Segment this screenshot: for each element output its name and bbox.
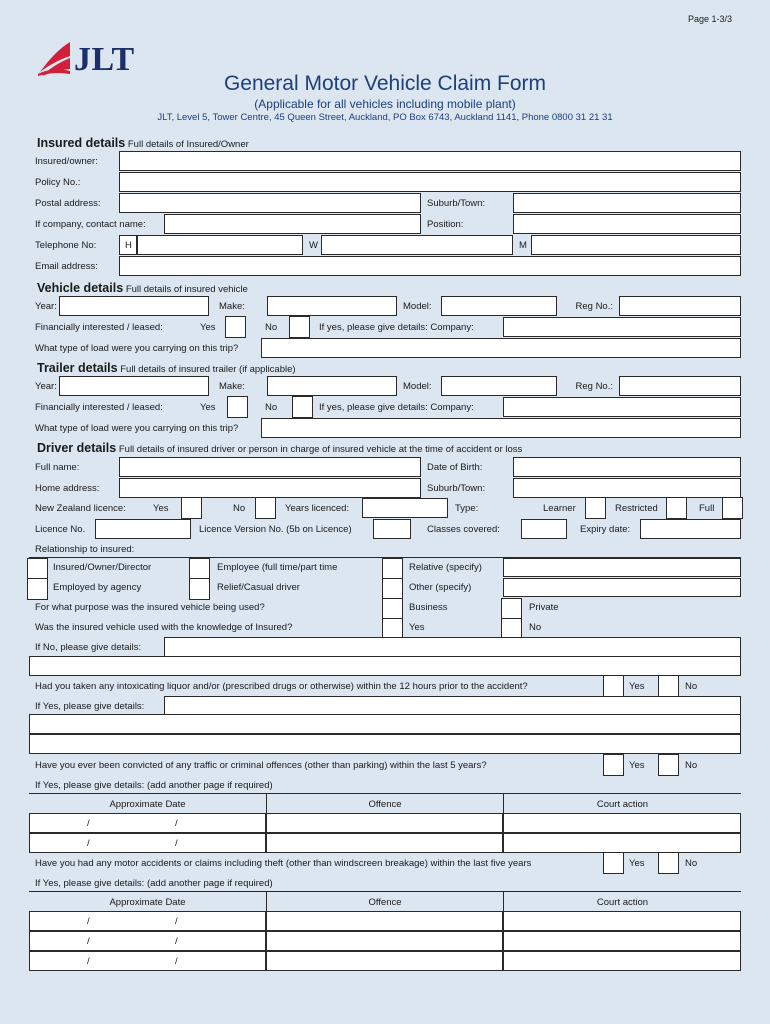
offence-date-1-slash-b: / xyxy=(175,817,178,829)
page-number: Page 1-3/3 xyxy=(687,14,732,24)
learner-checkbox[interactable] xyxy=(585,497,606,519)
if-yes-field-2[interactable] xyxy=(29,714,741,734)
policy-field[interactable] xyxy=(119,172,741,192)
driver-name-field[interactable] xyxy=(119,457,421,477)
form-title: General Motor Vehicle Claim Form xyxy=(223,72,547,95)
offences-header-row xyxy=(29,794,741,814)
vehicle-reg-field[interactable] xyxy=(619,296,741,316)
accidents-row-1 xyxy=(29,911,741,931)
accident-desc-2[interactable] xyxy=(266,931,503,951)
knowledge-label: Was the insured vehicle used with the knowledge of Insured? xyxy=(35,622,293,633)
purpose-label: For what purpose was the insured vehicle being used? xyxy=(35,602,265,613)
accidents-row xyxy=(29,853,741,873)
licence-no-row xyxy=(29,519,741,539)
accident-desc-1[interactable] xyxy=(266,911,503,931)
version-label: Licence Version No. (5b on Licence) xyxy=(199,523,352,535)
vehicle-year-field[interactable] xyxy=(59,296,209,316)
form-subtitle: (Applicable for all vehicles including mobile plant) xyxy=(254,97,516,111)
trailer-reg-label: Reg No.: xyxy=(575,380,613,392)
driver-dob-label: Date of Birth: xyxy=(427,461,483,473)
vehicle-heading: Vehicle details xyxy=(37,281,124,295)
accidents-yes-checkbox[interactable] xyxy=(603,852,624,874)
vehicle-model-field[interactable] xyxy=(441,296,557,316)
licence-row xyxy=(29,498,741,518)
vehicle-make-label: Make: xyxy=(219,300,245,312)
accidents-header-row xyxy=(29,892,741,912)
rel-other-label: Other (specify) xyxy=(409,582,472,593)
offence-desc-1[interactable] xyxy=(266,813,503,833)
contact-row xyxy=(29,214,741,234)
driver-suburb-label: Suburb/Town: xyxy=(427,482,486,494)
rel-owner-label: Insured/Owner/Director xyxy=(53,562,152,573)
offences-col-court: Court action xyxy=(503,794,741,814)
telephone-h-field[interactable] xyxy=(137,235,303,255)
policy-row xyxy=(29,172,741,192)
if-yes-row-2 xyxy=(29,714,741,734)
vehicle-model-label: Model: xyxy=(403,300,432,312)
private-label: Private xyxy=(529,602,559,613)
trailer-financial-label: Financially interested / leased: xyxy=(35,401,163,413)
accident-court-1[interactable] xyxy=(503,911,741,931)
relationship-row-2 xyxy=(29,578,741,597)
if-yes-field-3[interactable] xyxy=(29,734,741,754)
version-field[interactable] xyxy=(373,519,411,539)
rel-relative-field[interactable] xyxy=(503,558,741,577)
years-field[interactable] xyxy=(362,498,448,518)
postal-suburb-field[interactable] xyxy=(513,193,741,213)
accident-date-2[interactable] xyxy=(29,931,266,951)
vehicle-company-field[interactable] xyxy=(503,317,741,337)
postal-suburb-label: Suburb/Town: xyxy=(427,197,486,209)
rel-agency-checkbox[interactable] xyxy=(27,578,48,600)
if-no-field-2[interactable] xyxy=(29,656,741,676)
accident-date-1-slash-b: / xyxy=(175,915,178,927)
offences-intro-row xyxy=(29,775,741,795)
if-no-row-2 xyxy=(29,656,741,676)
offences-row-2 xyxy=(29,833,741,853)
vehicle-financial-row xyxy=(29,317,741,337)
email-row xyxy=(29,256,741,276)
jlt-address: JLT, Level 5, Tower Centre, 45 Queen Street, Auckland, PO Box 6743, Auckland 1141, Phone 0800 31 21 31 xyxy=(157,112,613,123)
trailer-financial-yes-checkbox[interactable] xyxy=(227,396,248,418)
classes-label: Classes covered: xyxy=(427,523,500,535)
expiry-field[interactable] xyxy=(640,519,741,539)
logo-text: JLT xyxy=(74,41,135,78)
vehicle-make-field[interactable] xyxy=(267,296,397,316)
if-yes-row xyxy=(29,696,741,716)
driver-home-label: Home address: xyxy=(35,482,100,494)
accident-date-3-slash-b: / xyxy=(175,955,178,967)
relationship-row-1 xyxy=(29,558,741,577)
trailer-model-field[interactable] xyxy=(441,376,557,396)
accidents-no-checkbox[interactable] xyxy=(658,852,679,874)
licence-no-label: Licence No. xyxy=(35,523,86,535)
purpose-row xyxy=(29,598,741,617)
driver-desc: Full details of insured driver or person in charge of insured vehicle at the time of accident or loss xyxy=(118,444,523,455)
offence-date-2[interactable] xyxy=(29,833,266,853)
rel-employee-checkbox[interactable] xyxy=(189,558,210,580)
knowledge-row xyxy=(29,618,741,637)
telephone-row xyxy=(29,235,741,255)
accident-date-3[interactable] xyxy=(29,951,266,971)
vehicle-yes-label: Yes xyxy=(200,321,216,333)
business-label: Business xyxy=(409,602,448,613)
liquor-yes-label: Yes xyxy=(629,680,645,692)
liquor-label: Had you taken any intoxicating liquor and/or (prescribed drugs or otherwise) within the 12 hours prior to the accident? xyxy=(35,680,528,692)
private-checkbox[interactable] xyxy=(501,598,522,620)
trailer-yes-label: Yes xyxy=(200,401,216,413)
convicted-no-label: No xyxy=(685,759,698,771)
accidents-row-2 xyxy=(29,931,741,951)
trailer-financial-no-checkbox[interactable] xyxy=(292,396,313,418)
liquor-no-checkbox[interactable] xyxy=(658,675,679,697)
knowledge-yes-label: Yes xyxy=(409,622,425,633)
vehicle-year-row xyxy=(29,296,741,316)
learner-label: Learner xyxy=(543,502,576,514)
convicted-row xyxy=(29,755,741,775)
relationship-label: Relationship to insured: xyxy=(35,543,135,555)
vehicle-year-label: Year: xyxy=(35,300,57,312)
telephone-w-label: W xyxy=(309,239,318,251)
restricted-label: Restricted xyxy=(615,502,658,514)
driver-home-row xyxy=(29,478,741,498)
full-checkbox[interactable] xyxy=(722,497,743,519)
insured-section-heading xyxy=(37,136,249,150)
if-no-field[interactable] xyxy=(164,637,741,657)
accidents-col-offence: Offence xyxy=(266,892,503,912)
postal-field[interactable] xyxy=(119,193,421,213)
postal-row xyxy=(29,193,741,213)
email-field[interactable] xyxy=(119,256,741,276)
accident-court-3[interactable] xyxy=(503,951,741,971)
telephone-m-label: M xyxy=(519,239,527,251)
vehicle-load-row xyxy=(29,338,741,358)
offence-date-1-slash-a: / xyxy=(87,817,90,829)
offences-intro-label: If Yes, please give details: (add another page if required) xyxy=(35,779,273,791)
offences-col-offence: Offence xyxy=(266,794,503,814)
nzl-yes-label: Yes xyxy=(153,502,169,514)
trailer-make-field[interactable] xyxy=(267,376,397,396)
vehicle-reg-label: Reg No.: xyxy=(575,300,613,312)
offence-desc-2[interactable] xyxy=(266,833,503,853)
offence-date-2-slash-b: / xyxy=(175,837,178,849)
business-checkbox[interactable] xyxy=(382,598,403,620)
trailer-year-field[interactable] xyxy=(59,376,209,396)
trailer-make-label: Make: xyxy=(219,380,245,392)
telephone-label: Telephone No: xyxy=(35,239,97,251)
offence-court-2[interactable] xyxy=(503,833,741,853)
accident-date-3-slash-a: / xyxy=(87,955,90,967)
offence-date-1[interactable] xyxy=(29,813,266,833)
driver-suburb-field[interactable] xyxy=(513,478,741,498)
contact-label: If company, contact name: xyxy=(35,218,146,230)
accidents-col-court: Court action xyxy=(503,892,741,912)
vehicle-desc: Full details of insured vehicle xyxy=(125,284,248,295)
vehicle-section-heading xyxy=(37,281,248,295)
trailer-year-label: Year: xyxy=(35,380,57,392)
offence-court-1[interactable] xyxy=(503,813,741,833)
liquor-yes-checkbox[interactable] xyxy=(603,675,624,697)
rel-relief-label: Relief/Casual driver xyxy=(217,582,300,593)
telephone-w-field[interactable] xyxy=(321,235,513,255)
accidents-intro-row xyxy=(29,873,741,893)
rel-owner-checkbox[interactable] xyxy=(27,558,48,580)
driver-name-row xyxy=(29,457,741,477)
rel-other-checkbox[interactable] xyxy=(382,578,403,600)
vehicle-load-label: What type of load were you carrying on this trip? xyxy=(35,342,239,354)
vehicle-financial-label: Financially interested / leased: xyxy=(35,321,163,333)
insured-owner-label: Insured/owner: xyxy=(35,155,98,167)
vehicle-company-label: If yes, please give details: Company: xyxy=(319,321,474,333)
policy-label: Policy No.: xyxy=(35,176,81,188)
accidents-col-date: Approximate Date xyxy=(109,896,186,908)
convicted-no-checkbox[interactable] xyxy=(658,754,679,776)
classes-field[interactable] xyxy=(521,519,567,539)
driver-dob-field[interactable] xyxy=(513,457,741,477)
vehicle-financial-no-checkbox[interactable] xyxy=(289,316,310,338)
expiry-label: Expiry date: xyxy=(580,523,631,535)
knowledge-no-label: No xyxy=(529,622,542,633)
contact-field[interactable] xyxy=(164,214,421,234)
email-label: Email address: xyxy=(35,260,98,272)
full-label: Full xyxy=(699,502,715,514)
relationship-row xyxy=(29,539,741,559)
rel-relief-checkbox[interactable] xyxy=(189,578,210,600)
accident-date-2-slash-a: / xyxy=(87,935,90,947)
postal-label: Postal address: xyxy=(35,197,101,209)
accident-date-1[interactable] xyxy=(29,911,266,931)
years-label: Years licenced: xyxy=(285,502,350,514)
position-label: Position: xyxy=(427,218,464,230)
trailer-load-field[interactable] xyxy=(261,418,741,438)
licence-no-field[interactable] xyxy=(95,519,191,539)
accident-date-2-slash-b: / xyxy=(175,935,178,947)
accidents-row-3 xyxy=(29,951,741,971)
insured-heading: Insured details xyxy=(37,136,126,150)
convicted-yes-label: Yes xyxy=(629,759,645,771)
rel-other-field[interactable] xyxy=(503,578,741,597)
trailer-financial-row xyxy=(29,397,741,417)
nzl-label: New Zealand licence: xyxy=(35,502,126,514)
trailer-desc: Full details of insured trailer (if applicable) xyxy=(120,364,296,375)
accidents-yes-label: Yes xyxy=(629,857,645,869)
offences-row-1 xyxy=(29,813,741,833)
if-no-row xyxy=(29,637,741,657)
insured-owner-field[interactable] xyxy=(119,151,741,171)
if-yes-label: If Yes, please give details: xyxy=(35,700,145,712)
telephone-h-label: H xyxy=(125,239,132,251)
convicted-label: Have you ever been convicted of any traffic or criminal offences (other than parking) within the last 5 years? xyxy=(35,759,487,771)
trailer-year-row xyxy=(29,376,741,396)
if-yes-row-3 xyxy=(29,734,741,754)
liquor-row xyxy=(29,676,741,696)
restricted-checkbox[interactable] xyxy=(666,497,687,519)
offences-col-date: Approximate Date xyxy=(109,798,186,810)
trailer-load-label: What type of load were you carrying on this trip? xyxy=(35,422,239,434)
rel-relative-checkbox[interactable] xyxy=(382,558,403,580)
accident-court-2[interactable] xyxy=(503,931,741,951)
nzl-no-checkbox[interactable] xyxy=(255,497,276,519)
position-field[interactable] xyxy=(513,214,741,234)
driver-home-field[interactable] xyxy=(119,478,421,498)
rel-agency-label: Employed by agency xyxy=(53,582,142,593)
driver-section-heading xyxy=(37,441,522,455)
rel-employee-label: Employee (full time/part time xyxy=(217,562,338,573)
type-label: Type: xyxy=(455,502,479,514)
trailer-model-label: Model: xyxy=(403,380,432,392)
vehicle-financial-yes-checkbox[interactable] xyxy=(225,316,246,338)
trailer-no-label: No xyxy=(265,401,278,413)
if-no-label: If No, please give details: xyxy=(35,641,142,653)
liquor-no-label: No xyxy=(685,680,698,692)
trailer-company-label: If yes, please give details: Company: xyxy=(319,401,474,413)
accident-date-1-slash-a: / xyxy=(87,915,90,927)
accidents-intro-label: If Yes, please give details: (add another page if required) xyxy=(35,877,273,889)
insured-desc: Full details of Insured/Owner xyxy=(127,139,249,150)
nzl-no-label: No xyxy=(233,502,246,514)
trailer-company-field[interactable] xyxy=(503,397,741,417)
telephone-m-field[interactable] xyxy=(531,235,741,255)
trailer-section-heading xyxy=(37,361,296,375)
driver-heading: Driver details xyxy=(37,441,117,455)
offence-date-2-slash-a: / xyxy=(87,837,90,849)
convicted-yes-checkbox[interactable] xyxy=(603,754,624,776)
vehicle-load-field[interactable] xyxy=(261,338,741,358)
vehicle-no-label: No xyxy=(265,321,278,333)
trailer-reg-field[interactable] xyxy=(619,376,741,396)
insured-owner-row xyxy=(29,151,741,171)
if-yes-field[interactable] xyxy=(164,696,741,716)
accidents-no-label: No xyxy=(685,857,698,869)
accident-desc-3[interactable] xyxy=(266,951,503,971)
trailer-heading: Trailer details xyxy=(37,361,118,375)
driver-name-label: Full name: xyxy=(35,461,80,473)
accidents-label: Have you had any motor accidents or claims including theft (other than windscreen breakage) within the last five years xyxy=(35,857,532,869)
rel-relative-label: Relative (specify) xyxy=(409,562,482,573)
nzl-yes-checkbox[interactable] xyxy=(181,497,202,519)
trailer-load-row xyxy=(29,418,741,438)
